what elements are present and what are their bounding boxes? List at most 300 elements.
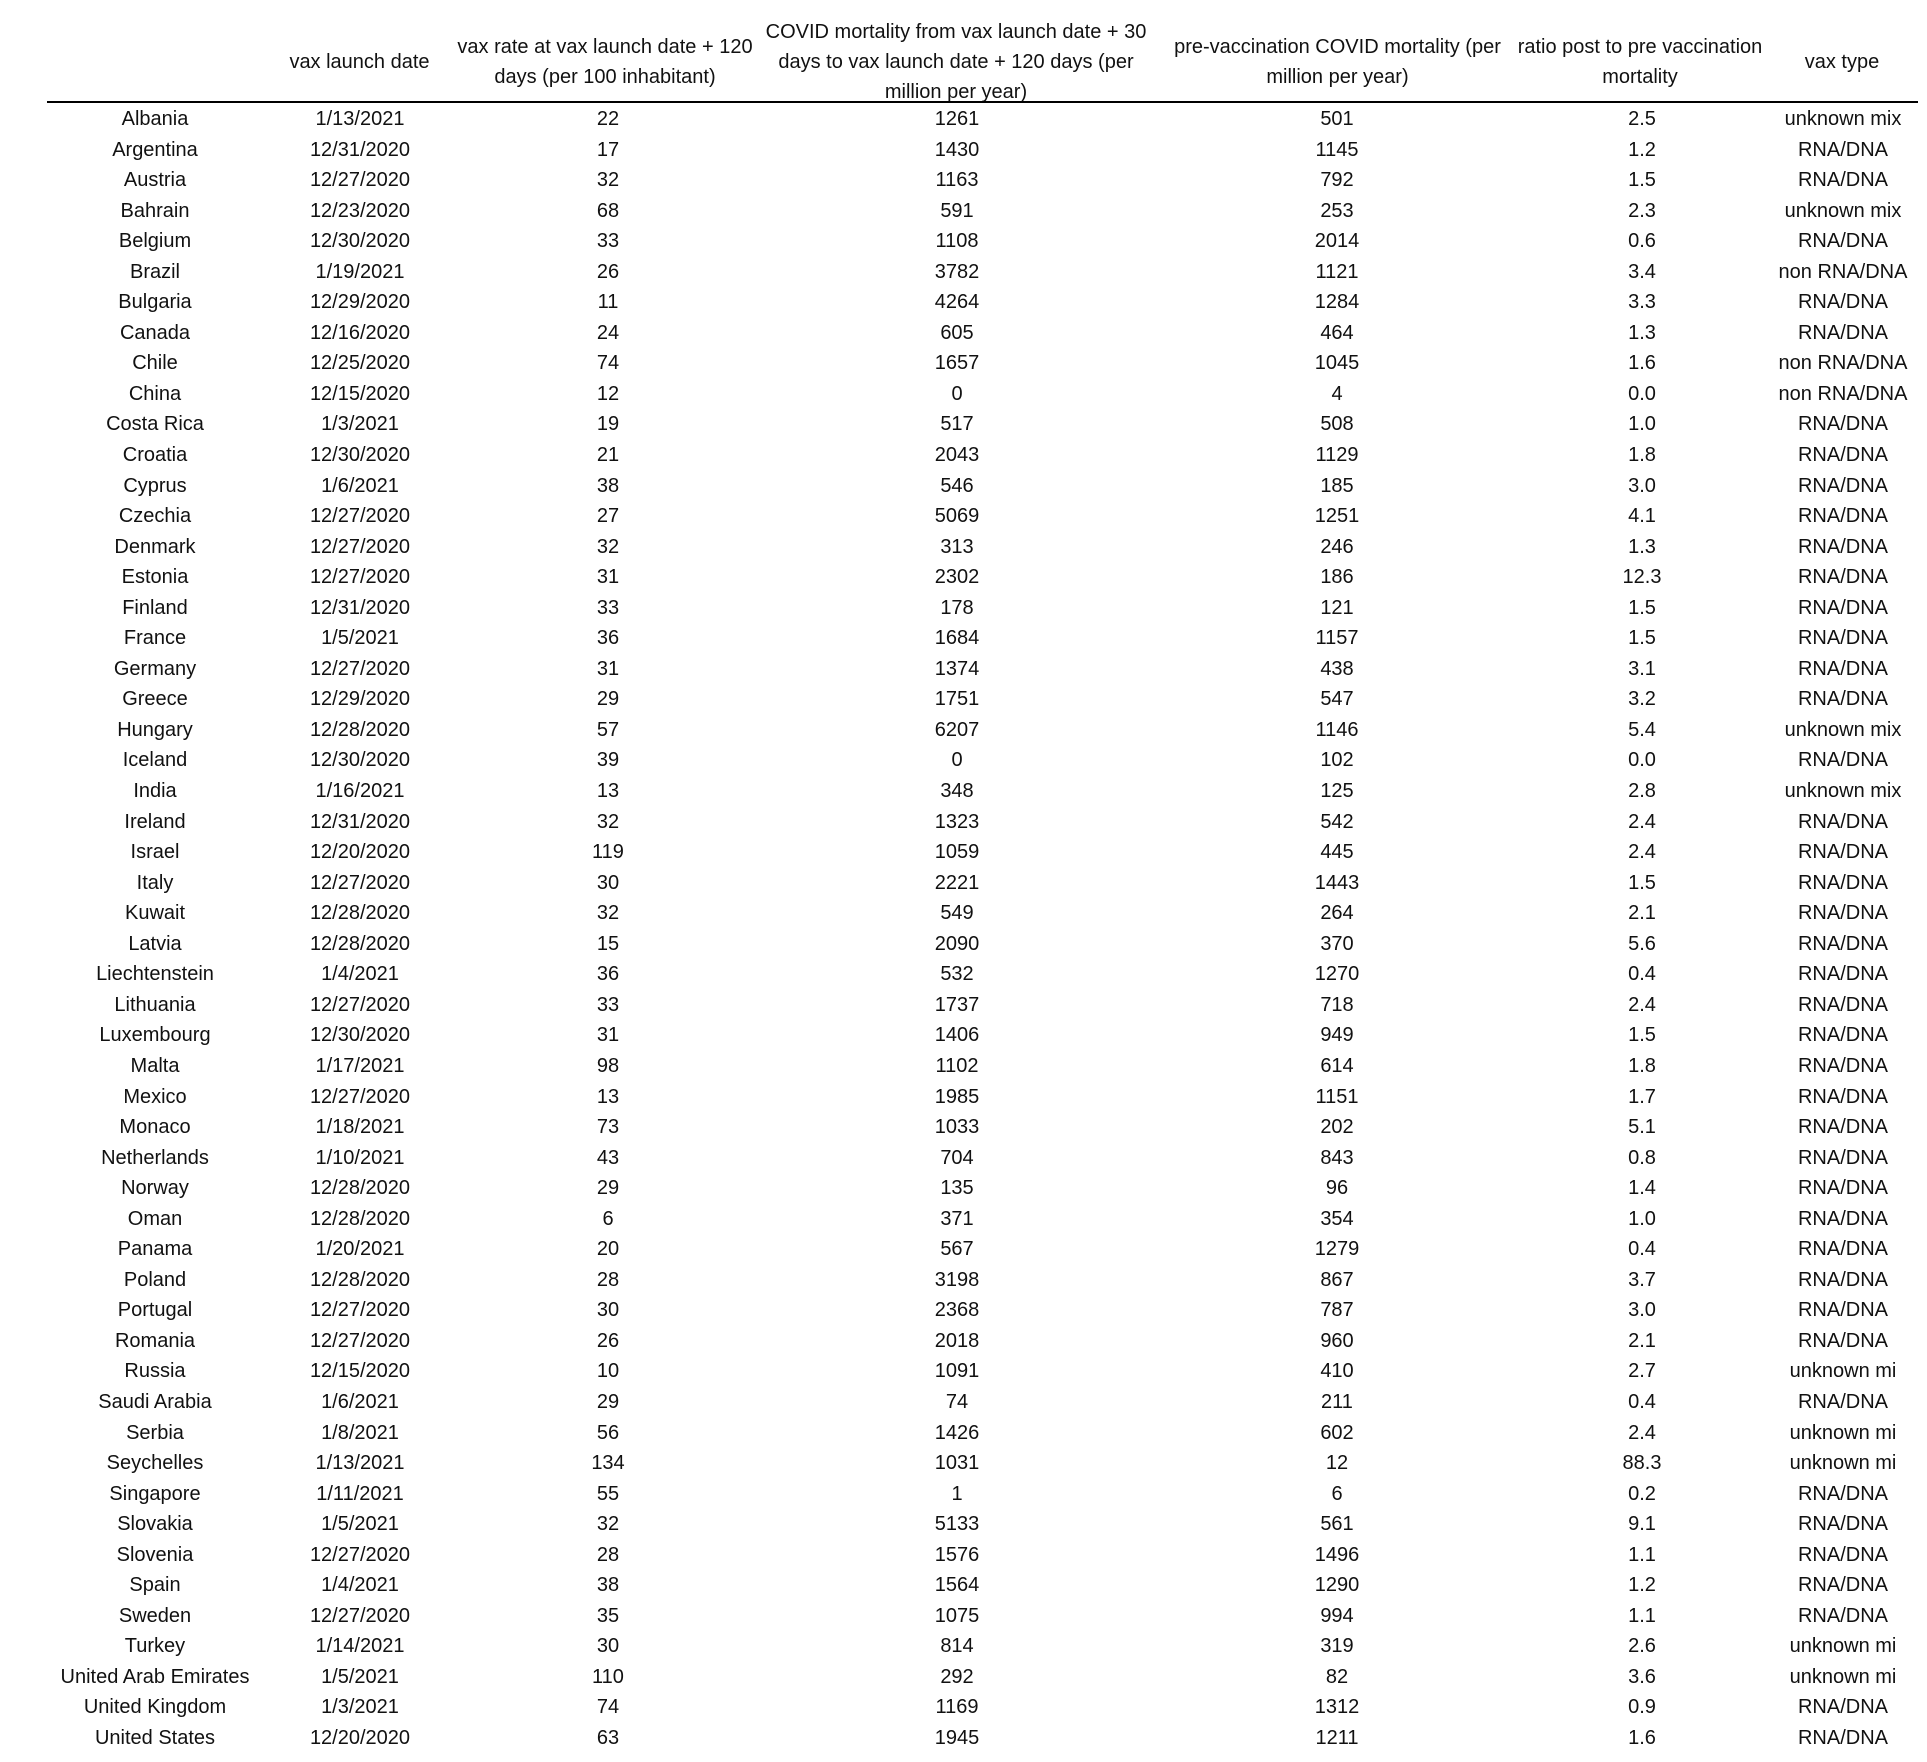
vax-type-cell: RNA/DNA xyxy=(1797,1177,1888,1200)
mortality-pre-cell: 1157 xyxy=(1315,627,1359,650)
mortality-pre-cell: 211 xyxy=(1321,1390,1353,1413)
country-cell: Estonia xyxy=(121,566,189,589)
vax-type-cell: RNA/DNA xyxy=(1797,1482,1888,1505)
vax-type-cell: RNA/DNA xyxy=(1797,749,1888,772)
country-cell: United Kingdom xyxy=(83,1696,227,1719)
mortality-pre-cell: 787 xyxy=(1320,1299,1354,1322)
table-row xyxy=(0,837,1927,868)
mortality-post-cell: 6207 xyxy=(934,718,980,741)
vax-rate-cell: 15 xyxy=(596,932,620,955)
vax-rate-cell: 10 xyxy=(596,1360,620,1383)
country-cell: Italy xyxy=(136,871,174,894)
ratio-cell: 1.5 xyxy=(1628,871,1656,894)
ratio-cell: 1.0 xyxy=(1628,1207,1656,1230)
mortality-pre-cell: 185 xyxy=(1320,474,1354,497)
table-row xyxy=(0,104,1927,135)
country-cell: Oman xyxy=(127,1207,183,1230)
table-row xyxy=(0,1387,1927,1418)
launch-date-cell: 12/27/2020 xyxy=(309,1604,411,1627)
ratio-cell: 1.6 xyxy=(1628,352,1656,375)
mortality-post-cell: 371 xyxy=(940,1207,974,1230)
launch-date-cell: 12/28/2020 xyxy=(309,718,411,741)
vax-type-cell: RNA/DNA xyxy=(1797,1299,1888,1322)
ratio-cell: 0.4 xyxy=(1628,1390,1656,1413)
table-row xyxy=(0,257,1927,288)
vax-type-cell: RNA/DNA xyxy=(1797,230,1888,253)
mortality-pre-cell: 202 xyxy=(1320,1116,1354,1139)
country-cell: Iceland xyxy=(122,749,188,772)
vax-rate-cell: 134 xyxy=(591,1452,625,1475)
country-cell: Israel xyxy=(130,841,180,864)
mortality-post-cell: 313 xyxy=(940,535,974,558)
launch-date-cell: 1/4/2021 xyxy=(321,1574,399,1597)
mortality-post-cell: 1169 xyxy=(935,1696,979,1719)
country-cell: Kuwait xyxy=(124,902,186,925)
header-vax-rate: vax rate at vax launch date + 120 days (per 100 inhabitant) xyxy=(457,36,753,88)
ratio-cell: 2.1 xyxy=(1628,902,1656,925)
ratio-cell: 0.0 xyxy=(1628,749,1656,772)
vax-type-cell: RNA/DNA xyxy=(1797,291,1888,314)
table-row xyxy=(0,1356,1927,1387)
ratio-cell: 2.4 xyxy=(1628,1421,1656,1444)
country-cell: Finland xyxy=(122,596,188,619)
vax-rate-cell: 36 xyxy=(596,627,620,650)
vax-rate-cell: 11 xyxy=(597,291,619,314)
vax-rate-cell: 31 xyxy=(596,657,620,680)
vax-rate-cell: 31 xyxy=(596,566,620,589)
vax-type-cell: RNA/DNA xyxy=(1797,1390,1888,1413)
mortality-post-cell: 1059 xyxy=(934,841,980,864)
vax-type-cell: RNA/DNA xyxy=(1797,1329,1888,1352)
vax-rate-cell: 73 xyxy=(596,1116,620,1139)
mortality-pre-cell: 4 xyxy=(1331,382,1343,405)
vax-type-cell: RNA/DNA xyxy=(1797,1116,1888,1139)
launch-date-cell: 1/18/2021 xyxy=(315,1116,405,1139)
mortality-pre-cell: 547 xyxy=(1320,688,1354,711)
launch-date-cell: 12/27/2020 xyxy=(309,505,411,528)
vax-type-cell: unknown mi xyxy=(1789,1360,1897,1383)
mortality-pre-cell: 445 xyxy=(1320,841,1354,864)
mortality-pre-cell: 1251 xyxy=(1314,505,1360,528)
launch-date-cell: 1/20/2021 xyxy=(315,1238,405,1261)
mortality-pre-cell: 2014 xyxy=(1314,230,1360,253)
header-rule xyxy=(47,101,1918,103)
table-row xyxy=(0,1143,1927,1174)
mortality-pre-cell: 1290 xyxy=(1314,1574,1360,1597)
ratio-cell: 1.1 xyxy=(1628,1604,1656,1627)
vax-type-cell: unknown mi xyxy=(1789,1665,1897,1688)
mortality-post-cell: 1737 xyxy=(934,993,980,1016)
ratio-cell: 2.4 xyxy=(1628,841,1656,864)
header-ratio: ratio post to pre vaccination mortality xyxy=(1517,36,1763,88)
launch-date-cell: 12/27/2020 xyxy=(309,566,411,589)
vax-type-cell: RNA/DNA xyxy=(1797,321,1888,344)
ratio-cell: 1.3 xyxy=(1628,321,1656,344)
ratio-cell: 3.3 xyxy=(1628,291,1656,314)
table-row xyxy=(0,654,1927,685)
mortality-post-cell: 2221 xyxy=(934,871,980,894)
mortality-post-cell: 1751 xyxy=(934,688,980,711)
mortality-post-cell: 178 xyxy=(940,596,974,619)
ratio-cell: 0.4 xyxy=(1628,1238,1656,1261)
mortality-pre-cell: 602 xyxy=(1320,1421,1354,1444)
country-cell: Seychelles xyxy=(106,1452,204,1475)
ratio-cell: 2.3 xyxy=(1628,199,1656,222)
ratio-cell: 0.6 xyxy=(1628,230,1656,253)
country-cell: Cyprus xyxy=(123,474,187,497)
mortality-post-cell: 1091 xyxy=(934,1360,980,1383)
table-row xyxy=(0,135,1927,166)
vax-rate-cell: 119 xyxy=(592,841,624,864)
country-cell: Austria xyxy=(123,169,187,192)
ratio-cell: 2.7 xyxy=(1628,1360,1656,1383)
vax-type-cell: unknown mi xyxy=(1789,1635,1897,1658)
table-row xyxy=(0,1265,1927,1296)
launch-date-cell: 1/11/2021 xyxy=(316,1482,404,1505)
country-cell: Brazil xyxy=(129,260,180,283)
mortality-pre-cell: 186 xyxy=(1320,566,1354,589)
vax-type-cell: RNA/DNA xyxy=(1797,596,1888,619)
table-row xyxy=(0,623,1927,654)
vax-type-cell: RNA/DNA xyxy=(1797,902,1888,925)
mortality-post-cell: 0 xyxy=(951,382,963,405)
vax-type-cell: RNA/DNA xyxy=(1797,474,1888,497)
launch-date-cell: 12/30/2020 xyxy=(309,1024,411,1047)
country-cell: Liechtenstein xyxy=(96,963,214,986)
vax-type-cell: RNA/DNA xyxy=(1797,1238,1888,1261)
mortality-pre-cell: 1496 xyxy=(1314,1543,1360,1566)
country-cell: Germany xyxy=(113,657,197,680)
mortality-pre-cell: 6 xyxy=(1331,1482,1343,1505)
vax-type-cell: non RNA/DNA xyxy=(1778,352,1908,375)
launch-date-cell: 12/31/2020 xyxy=(309,810,411,833)
table-row xyxy=(0,440,1927,471)
launch-date-cell: 12/20/2020 xyxy=(309,1726,411,1749)
mortality-pre-cell: 96 xyxy=(1325,1177,1349,1200)
vax-type-cell: RNA/DNA xyxy=(1797,535,1888,558)
vax-rate-cell: 36 xyxy=(596,963,620,986)
country-cell: Bahrain xyxy=(120,199,190,222)
vax-type-cell: RNA/DNA xyxy=(1797,688,1888,711)
country-cell: Turkey xyxy=(124,1635,186,1658)
country-cell: Portugal xyxy=(117,1299,193,1322)
table-row xyxy=(0,471,1927,502)
vax-rate-cell: 33 xyxy=(596,230,620,253)
table-row xyxy=(0,318,1927,349)
mortality-post-cell: 1075 xyxy=(934,1604,980,1627)
table-row xyxy=(0,287,1927,318)
ratio-cell: 0.2 xyxy=(1628,1482,1656,1505)
mortality-pre-cell: 994 xyxy=(1320,1604,1354,1627)
mortality-pre-cell: 82 xyxy=(1325,1665,1349,1688)
mortality-post-cell: 135 xyxy=(940,1177,974,1200)
mortality-post-cell: 1031 xyxy=(934,1452,980,1475)
launch-date-cell: 12/29/2020 xyxy=(309,291,411,314)
launch-date-cell: 1/3/2021 xyxy=(321,1696,399,1719)
launch-date-cell: 12/31/2020 xyxy=(309,596,411,619)
vax-rate-cell: 30 xyxy=(596,1635,620,1658)
ratio-cell: 1.5 xyxy=(1628,627,1656,650)
table-row xyxy=(0,348,1927,379)
vax-rate-cell: 57 xyxy=(596,718,620,741)
mortality-pre-cell: 1121 xyxy=(1315,260,1359,283)
mortality-pre-cell: 370 xyxy=(1320,932,1354,955)
vax-type-cell: RNA/DNA xyxy=(1797,413,1888,436)
ratio-cell: 1.2 xyxy=(1628,1574,1656,1597)
table-row xyxy=(0,1479,1927,1510)
header-country xyxy=(40,22,270,102)
launch-date-cell: 1/5/2021 xyxy=(321,1513,399,1536)
mortality-pre-cell: 561 xyxy=(1320,1513,1354,1536)
table-row xyxy=(0,1234,1927,1265)
mortality-post-cell: 2018 xyxy=(934,1329,980,1352)
ratio-cell: 3.2 xyxy=(1628,688,1656,711)
ratio-cell: 1.7 xyxy=(1628,1085,1656,1108)
country-cell: Argentina xyxy=(112,138,198,161)
mortality-post-cell: 1102 xyxy=(935,1054,979,1077)
country-cell: Russia xyxy=(124,1360,186,1383)
ratio-cell: 1.1 xyxy=(1628,1543,1656,1566)
vax-rate-cell: 28 xyxy=(596,1543,620,1566)
vax-rate-cell: 26 xyxy=(596,1329,620,1352)
vax-type-cell: RNA/DNA xyxy=(1797,1024,1888,1047)
table-row xyxy=(0,776,1927,807)
vax-rate-cell: 68 xyxy=(596,199,620,222)
mortality-post-cell: 292 xyxy=(940,1665,974,1688)
table-row xyxy=(0,1540,1927,1571)
vax-type-cell: RNA/DNA xyxy=(1797,505,1888,528)
vax-rate-cell: 30 xyxy=(596,1299,620,1322)
vax-rate-cell: 17 xyxy=(596,138,620,161)
vax-type-cell: RNA/DNA xyxy=(1797,810,1888,833)
mortality-post-cell: 1033 xyxy=(934,1116,980,1139)
table-row xyxy=(0,562,1927,593)
ratio-cell: 1.4 xyxy=(1628,1177,1656,1200)
table-row xyxy=(0,1509,1927,1540)
launch-date-cell: 1/13/2021 xyxy=(315,108,405,130)
ratio-cell: 3.0 xyxy=(1628,474,1656,497)
vax-rate-cell: 56 xyxy=(596,1421,620,1444)
table-row xyxy=(0,1112,1927,1143)
launch-date-cell: 12/31/2020 xyxy=(309,138,411,161)
ratio-cell: 2.4 xyxy=(1628,993,1656,1016)
country-cell: Saudi Arabia xyxy=(98,1390,212,1413)
ratio-cell: 3.4 xyxy=(1628,260,1656,283)
vax-rate-cell: 35 xyxy=(596,1604,620,1627)
ratio-cell: 2.8 xyxy=(1628,780,1656,803)
mortality-post-cell: 704 xyxy=(940,1146,974,1169)
launch-date-cell: 12/28/2020 xyxy=(309,1207,411,1230)
mortality-pre-cell: 792 xyxy=(1320,169,1354,192)
mortality-post-cell: 4264 xyxy=(934,291,980,314)
ratio-cell: 1.5 xyxy=(1628,596,1656,619)
mortality-pre-cell: 102 xyxy=(1320,749,1354,772)
vax-rate-cell: 63 xyxy=(596,1726,620,1749)
launch-date-cell: 12/27/2020 xyxy=(309,535,411,558)
header-vax-launch-date: vax launch date xyxy=(289,51,430,73)
vax-type-cell: RNA/DNA xyxy=(1797,1146,1888,1169)
vax-type-cell: RNA/DNA xyxy=(1797,841,1888,864)
ratio-cell: 1.8 xyxy=(1628,444,1656,467)
ratio-cell: 5.6 xyxy=(1628,932,1656,955)
vax-type-cell: RNA/DNA xyxy=(1797,627,1888,650)
launch-date-cell: 12/28/2020 xyxy=(309,1268,411,1291)
vax-rate-cell: 74 xyxy=(596,352,620,375)
mortality-pre-cell: 246 xyxy=(1320,535,1354,558)
mortality-pre-cell: 843 xyxy=(1320,1146,1354,1169)
launch-date-cell: 12/25/2020 xyxy=(309,352,411,375)
launch-date-cell: 12/28/2020 xyxy=(309,902,411,925)
launch-date-cell: 1/5/2021 xyxy=(321,627,399,650)
mortality-post-cell: 5133 xyxy=(934,1513,980,1536)
launch-date-cell: 12/16/2020 xyxy=(309,321,411,344)
table-row xyxy=(0,1662,1927,1693)
table-row xyxy=(0,929,1927,960)
vax-rate-cell: 28 xyxy=(596,1268,620,1291)
launch-date-cell: 12/23/2020 xyxy=(309,199,411,222)
mortality-post-cell: 1 xyxy=(951,1482,963,1505)
table-row xyxy=(0,1631,1927,1662)
vax-rate-cell: 21 xyxy=(596,444,620,467)
launch-date-cell: 12/28/2020 xyxy=(309,932,411,955)
vax-rate-cell: 29 xyxy=(596,688,620,711)
mortality-post-cell: 2302 xyxy=(934,566,980,589)
table-row xyxy=(0,379,1927,410)
country-cell: Chile xyxy=(132,352,178,375)
mortality-post-cell: 1576 xyxy=(934,1543,980,1566)
country-cell: Costa Rica xyxy=(106,413,204,436)
mortality-pre-cell: 501 xyxy=(1320,108,1354,130)
country-cell: United States xyxy=(94,1726,216,1749)
ratio-cell: 0.9 xyxy=(1628,1696,1656,1719)
country-cell: Sweden xyxy=(118,1604,192,1627)
launch-date-cell: 12/27/2020 xyxy=(309,657,411,680)
ratio-cell: 88.3 xyxy=(1622,1452,1662,1475)
country-cell: Lithuania xyxy=(114,993,196,1016)
launch-date-cell: 1/19/2021 xyxy=(315,260,405,283)
mortality-post-cell: 348 xyxy=(940,780,974,803)
country-cell: Hungary xyxy=(117,718,193,741)
vax-type-cell: unknown mi xyxy=(1789,1421,1897,1444)
table-row xyxy=(0,501,1927,532)
country-cell: Czechia xyxy=(118,505,192,528)
table-row xyxy=(0,1295,1927,1326)
vax-rate-cell: 98 xyxy=(596,1054,620,1077)
vax-rate-cell: 38 xyxy=(596,474,620,497)
country-cell: Bulgaria xyxy=(118,291,192,314)
country-cell: China xyxy=(128,382,182,405)
launch-date-cell: 12/27/2020 xyxy=(309,993,411,1016)
launch-date-cell: 1/16/2021 xyxy=(315,780,405,803)
country-cell: Norway xyxy=(121,1177,189,1200)
mortality-pre-cell: 319 xyxy=(1320,1635,1354,1658)
vax-rate-cell: 38 xyxy=(596,1574,620,1597)
vax-rate-cell: 29 xyxy=(596,1390,620,1413)
ratio-cell: 1.5 xyxy=(1628,169,1656,192)
country-cell: Panama xyxy=(117,1238,193,1261)
header-covid-mortality-post: COVID mortality from vax launch date + 30 days to vax launch date + 120 days (per million per year) xyxy=(765,21,1147,103)
table-row xyxy=(0,1692,1927,1723)
vax-rate-cell: 29 xyxy=(596,1177,620,1200)
table-row xyxy=(0,1051,1927,1082)
vax-type-cell: RNA/DNA xyxy=(1797,1696,1888,1719)
country-cell: Latvia xyxy=(128,932,182,955)
ratio-cell: 0.4 xyxy=(1628,963,1656,986)
mortality-post-cell: 2368 xyxy=(934,1299,980,1322)
table-row xyxy=(0,532,1927,563)
country-cell: Mexico xyxy=(123,1085,187,1108)
table-row xyxy=(0,1570,1927,1601)
ratio-cell: 2.4 xyxy=(1628,810,1656,833)
country-cell: France xyxy=(123,627,187,650)
table-row xyxy=(0,1082,1927,1113)
table-row xyxy=(0,898,1927,929)
table-row xyxy=(0,715,1927,746)
launch-date-cell: 12/27/2020 xyxy=(309,1543,411,1566)
ratio-cell: 0.8 xyxy=(1628,1146,1656,1169)
mortality-post-cell: 1374 xyxy=(934,657,980,680)
mortality-pre-cell: 125 xyxy=(1320,780,1354,803)
mortality-post-cell: 532 xyxy=(940,963,974,986)
vax-rate-cell: 74 xyxy=(596,1696,620,1719)
table-row xyxy=(0,1448,1927,1479)
vax-type-cell: non RNA/DNA xyxy=(1778,260,1908,283)
country-cell: Croatia xyxy=(122,444,188,467)
mortality-post-cell: 1261 xyxy=(934,108,980,130)
table-row xyxy=(0,868,1927,899)
mortality-post-cell: 5069 xyxy=(934,505,980,528)
table-row xyxy=(0,196,1927,227)
table-row xyxy=(0,226,1927,257)
vax-rate-cell: 32 xyxy=(596,902,620,925)
vax-rate-cell: 55 xyxy=(596,1482,620,1505)
vax-type-cell: unknown mix xyxy=(1784,108,1902,130)
country-cell: Luxembourg xyxy=(99,1024,211,1047)
mortality-post-cell: 2090 xyxy=(934,932,980,955)
vax-type-cell: non RNA/DNA xyxy=(1778,382,1908,405)
vax-type-cell: RNA/DNA xyxy=(1797,1513,1888,1536)
vax-rate-cell: 32 xyxy=(596,1513,620,1536)
table-body xyxy=(0,104,1927,1754)
vax-type-cell: RNA/DNA xyxy=(1797,657,1888,680)
table-row xyxy=(0,990,1927,1021)
mortality-post-cell: 1426 xyxy=(934,1421,980,1444)
ratio-cell: 9.1 xyxy=(1628,1513,1656,1536)
mortality-post-cell: 1323 xyxy=(934,810,980,833)
vax-type-cell: RNA/DNA xyxy=(1797,993,1888,1016)
launch-date-cell: 12/30/2020 xyxy=(309,444,411,467)
mortality-post-cell: 1985 xyxy=(934,1085,980,1108)
mortality-pre-cell: 614 xyxy=(1320,1054,1354,1077)
mortality-pre-cell: 12 xyxy=(1325,1452,1349,1475)
ratio-cell: 5.4 xyxy=(1628,718,1656,741)
country-cell: Poland xyxy=(123,1268,187,1291)
mortality-pre-cell: 1145 xyxy=(1315,138,1359,161)
mortality-post-cell: 1564 xyxy=(934,1574,980,1597)
ratio-cell: 3.1 xyxy=(1628,657,1656,680)
ratio-cell: 3.7 xyxy=(1628,1268,1656,1291)
vax-type-cell: RNA/DNA xyxy=(1797,1207,1888,1230)
ratio-cell: 2.1 xyxy=(1628,1329,1656,1352)
table-row xyxy=(0,959,1927,990)
vax-rate-cell: 12 xyxy=(596,382,620,405)
vax-type-cell: unknown mix xyxy=(1784,199,1902,222)
mortality-post-cell: 567 xyxy=(940,1238,974,1261)
country-cell: Canada xyxy=(119,321,191,344)
country-cell: Albania xyxy=(121,108,189,130)
vax-type-cell: RNA/DNA xyxy=(1797,1574,1888,1597)
mortality-pre-cell: 1151 xyxy=(1315,1085,1359,1108)
